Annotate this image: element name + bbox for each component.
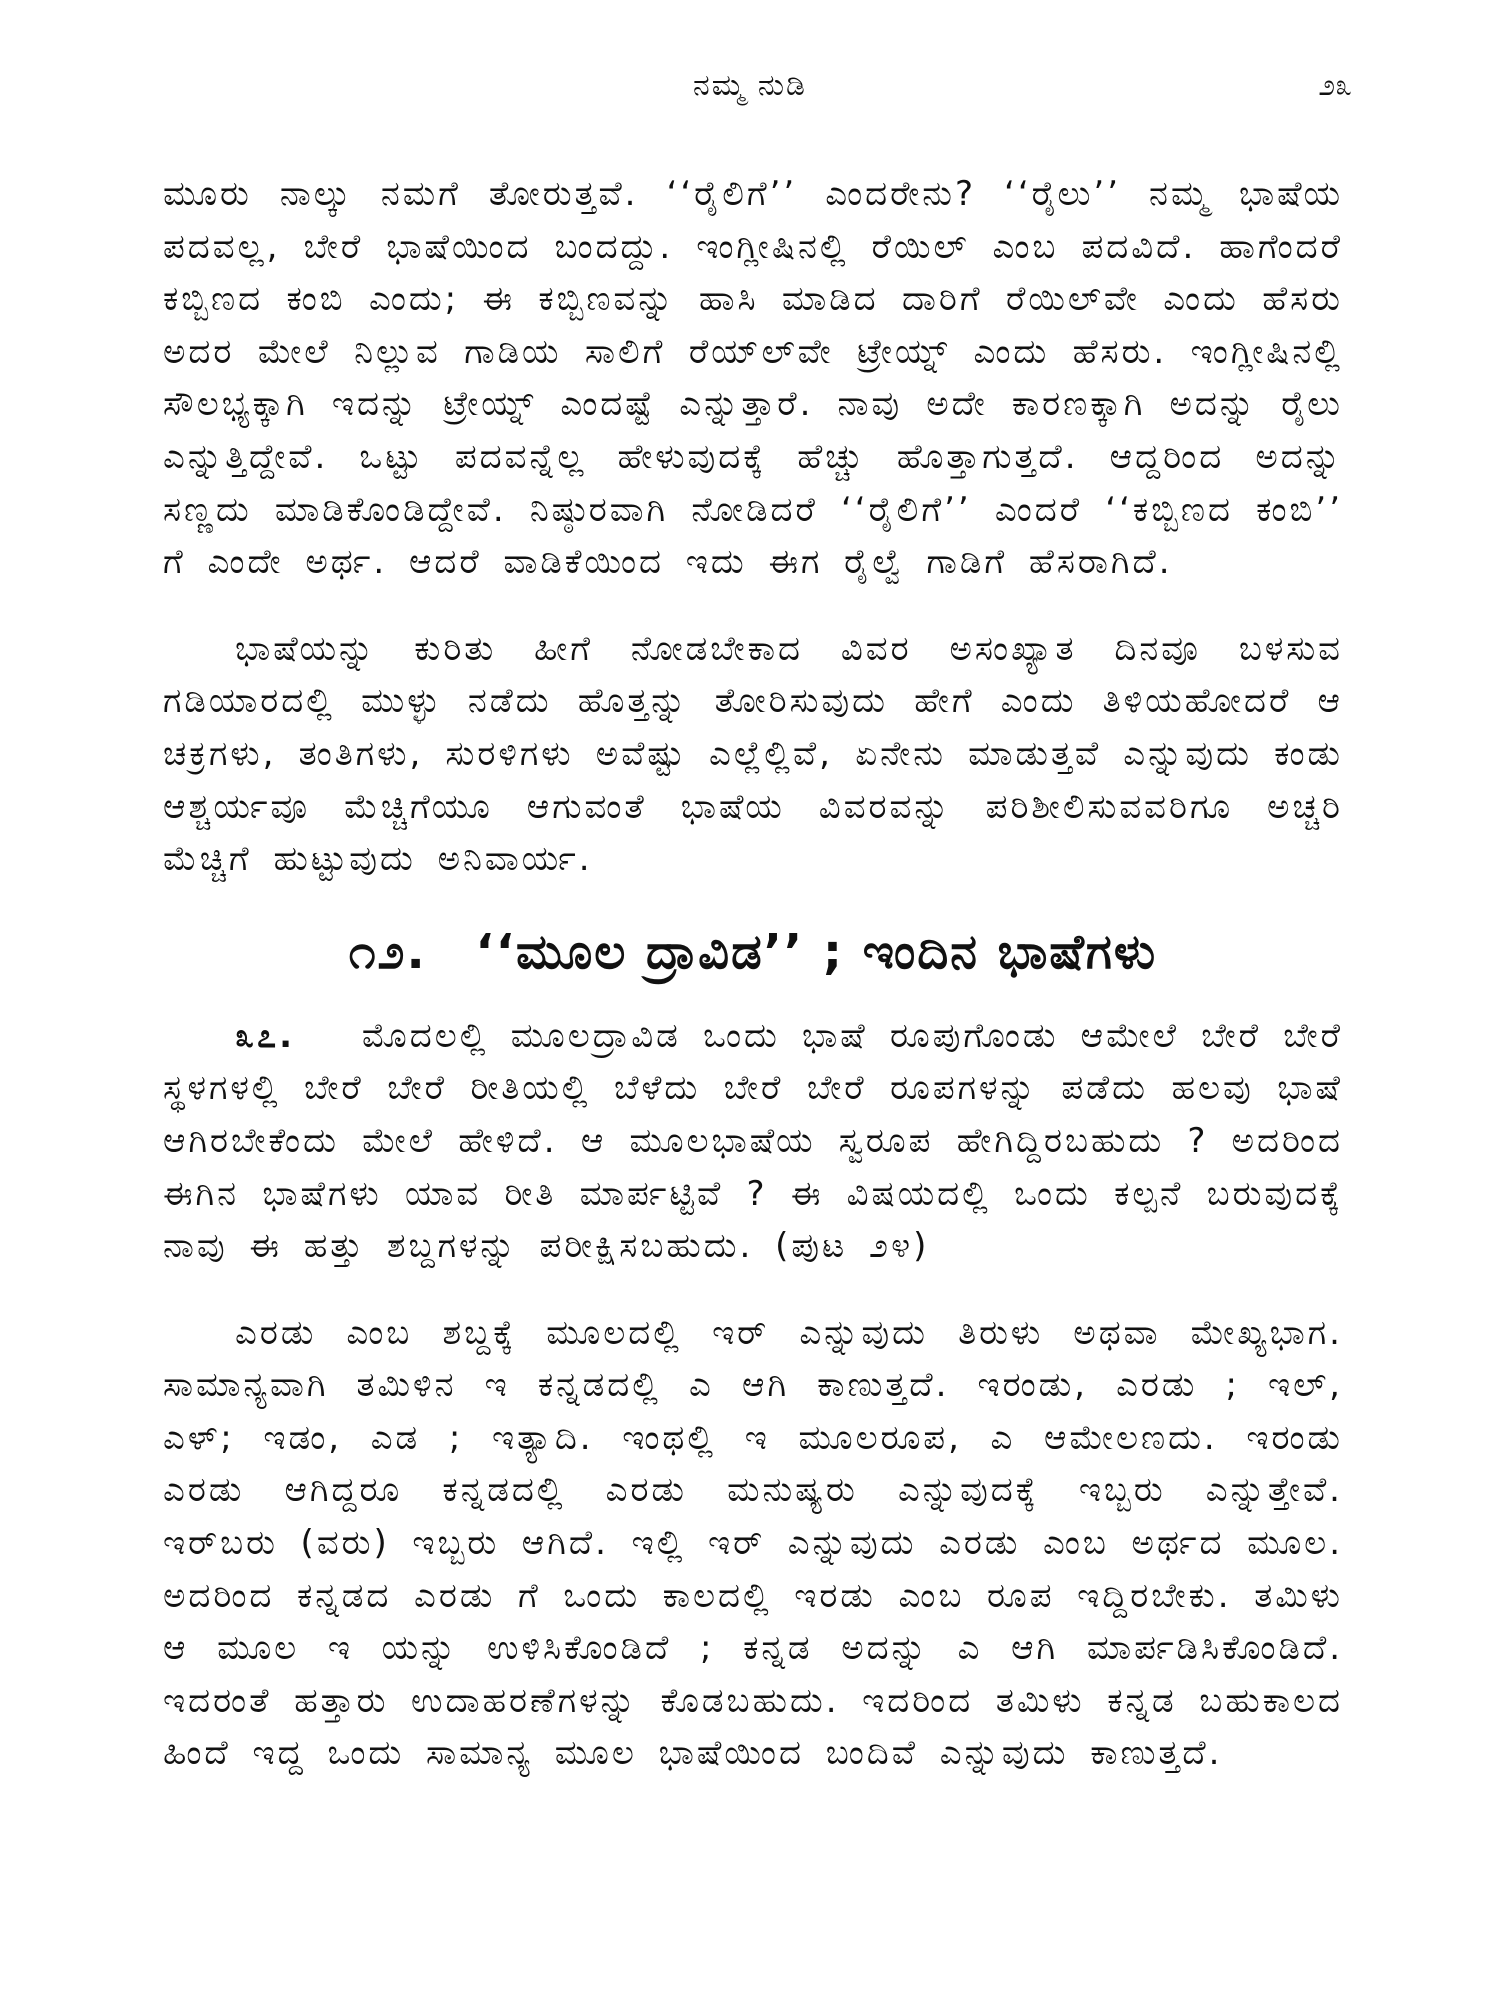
- section-title: ‘‘ಮೂಲ ದ್ರಾವಿಡ’’ ; ಇಂದಿನ ಭಾಷೆಗಳು: [475, 923, 1158, 980]
- section-number: ೧೨.: [348, 923, 427, 980]
- section-heading: [163, 920, 1343, 984]
- paragraph-1: ಮೂರು ನಾಲ್ಕು ನಮಗೆ ತೋರುತ್ತವೆ. ‘‘ರೈಲಿಗೆ’’ ಎಂದರೇನು? ‘‘ರೈಲು’’ ನಮ್ಮ ಭಾಷೆಯ ಪದವಲ್ಲ, ಬೇರೆ ಭಾಷೆಯಿಂದ ಬಂದದ್ದು. ಇಂಗ್ಲೀಷಿನಲ್ಲಿ ರೆಯಿಲ್ ಎಂಬ ಪದವಿದೆ. ಹಾಗೆಂದರೆ ಕಬ್ಬಿಣದ ಕಂಬಿ ಎಂದು; ಈ ಕಬ್ಬಿಣವನ್ನು ಹಾಸಿ ಮಾಡಿದ ದಾರಿಗೆ ರೆಯಿಲ್‌ವೇ ಎಂದು ಹೆಸರು ಅದರ ಮೇಲೆ ನಿಲ್ಲುವ ಗಾಡಿಯ ಸಾಲಿಗೆ ರೆಯ್‌ಲ್‌ವೇ ಟ್ರೇಯ್ನ್ ಎಂದು ಹೆಸರು. ಇಂಗ್ಲೀಷಿನಲ್ಲಿ ಸೌಲಭ್ಯಕ್ಕಾಗಿ ಇದನ್ನು ಟ್ರೇಯ್ನ್ ಎಂದಷ್ಟೆ ಎನ್ನುತ್ತಾರೆ. ನಾವು ಅದೇ ಕಾರಣಕ್ಕಾಗಿ ಅದನ್ನು ರೈಲು ಎನ್ನುತ್ತಿದ್ದೇವೆ. ಒಟ್ಟು ಪದವನ್ನೆಲ್ಲ ಹೇಳುವುದಕ್ಕೆ ಹೆಚ್ಚು ಹೊತ್ತಾಗುತ್ತದೆ. ಆದ್ದರಿಂದ ಅದನ್ನು ಸಣ್ಣದು ಮಾಡಿಕೊಂಡಿದ್ದೇವೆ. ನಿಷ್ಠುರವಾಗಿ ನೋಡಿದರೆ ‘‘ರೈಲಿಗೆ’’ ಎಂದರೆ ‘‘ಕಬ್ಬಿಣದ ಕಂಬಿ’’ ಗೆ ಎಂದೇ ಅರ್ಥ. ಆದರೆ ವಾಡಿಕೆಯಿಂದ ಇದು ಈಗ ರೈಲ್ವೆ ಗಾಡಿಗೆ ಹೆಸರಾಗಿದೆ.: [163, 174, 1343, 583]
- running-head: [0, 68, 1500, 108]
- paragraph-3: [163, 1010, 1343, 1273]
- page-number: ೨೩: [1318, 68, 1352, 103]
- body-text: [163, 168, 1343, 1780]
- paragraph-4: ಎರಡು ಎಂಬ ಶಬ್ದಕ್ಕೆ ಮೂಲದಲ್ಲಿ ಇರ್ ಎನ್ನುವುದು ತಿರುಳು ಅಥವಾ ಮೇಖ್ಯಭಾಗ. ಸಾಮಾನ್ಯವಾಗಿ ತಮಿಳಿನ ಇ ಕನ್ನಡದಲ್ಲಿ ಎ ಆಗಿ ಕಾಣುತ್ತದೆ. ಇರಂಡು, ಎರಡು ; ಇಲ್, ಎಳ್; ಇಡಂ, ಎಡ ; ಇತ್ಯಾದಿ. ಇಂಥಲ್ಲಿ ಇ ಮೂಲರೂಪ, ಎ ಆಮೇಲಣದು. ಇರಂಡು ಎರಡು ಆಗಿದ್ದರೂ ಕನ್ನಡದಲ್ಲಿ ಎರಡು ಮನುಷ್ಯರು ಎನ್ನುವುದಕ್ಕೆ ಇಬ್ಬರು ಎನ್ನುತ್ತೇವೆ. ಇರ್‌ಬರು (ವರು) ಇಬ್ಬರು ಆಗಿದೆ. ಇಲ್ಲಿ ಇರ್ ಎನ್ನುವುದು ಎರಡು ಎಂಬ ಅರ್ಥದ ಮೂಲ. ಅದರಿಂದ ಕನ್ನಡದ ಎರಡು ಗೆ ಒಂದು ಕಾಲದಲ್ಲಿ ಇರಡು ಎಂಬ ರೂಪ ಇದ್ದಿರಬೇಕು. ತಮಿಳು ಆ ಮೂಲ ಇ ಯನ್ನು ಉಳಿಸಿಕೊಂಡಿದೆ ; ಕನ್ನಡ ಅದನ್ನು ಎ ಆಗಿ ಮಾರ್ಪಡಿಸಿಕೊಂಡಿದೆ. ಇದರಂತೆ ಹತ್ತಾರು ಉದಾಹರಣೆಗಳನ್ನು ಕೊಡಬಹುದು. ಇದರಿಂದ ತಮಿಳು ಕನ್ನಡ ಬಹುಕಾಲದ ಹಿಂದೆ ಇದ್ದ ಒಂದು ಸಾಮಾನ್ಯ ಮೂಲ ಭಾಷೆಯಿಂದ ಬಂದಿವೆ ಎನ್ನುವುದು ಕಾಣುತ್ತದೆ.: [163, 1312, 1343, 1774]
- paragraph-3-text: ಮೊದಲಲ್ಲಿ ಮೂಲದ್ರಾವಿಡ ಒಂದು ಭಾಷೆ ರೂಪುಗೊಂಡು ಆಮೇಲೆ ಬೇರೆ ಬೇರೆ ಸ್ಥಳಗಳಲ್ಲಿ ಬೇರೆ ಬೇರೆ ರೀತಿಯಲ್ಲಿ ಬೆಳೆದು ಬೇರೆ ಬೇರೆ ರೂಪಗಳನ್ನು ಪಡೆದು ಹಲವು ಭಾಷೆ ಆಗಿರಬೇಕೆಂದು ಮೇಲೆ ಹೇಳಿದೆ. ಆ ಮೂಲಭಾಷೆಯ ಸ್ವರೂಪ ಹೇಗಿದ್ದಿರಬಹುದು ? ಅದರಿಂದ ಈಗಿನ ಭಾಷೆಗಳು ಯಾವ ರೀತಿ ಮಾರ್ಪಟ್ಟಿವೆ ? ಈ ವಿಷಯದಲ್ಲಿ ಒಂದು ಕಲ್ಪನೆ ಬರುವುದಕ್ಕೆ ನಾವು ಈ ಹತ್ತು ಶಬ್ದಗಳನ್ನು ಪರೀಕ್ಷಿಸಬಹುದು. (ಪುಟ ೨೪): [163, 1015, 1343, 1267]
- paragraph-3-number: ೩೭.: [235, 1015, 295, 1056]
- paragraph-2: ಭಾಷೆಯನ್ನು ಕುರಿತು ಹೀಗೆ ನೋಡಬೇಕಾದ ವಿವರ ಅಸಂಖ್ಯಾತ ದಿನವೂ ಬಳಸುವ ಗಡಿಯಾರದಲ್ಲಿ ಮುಳ್ಳು ನಡೆದು ಹೊತ್ತನ್ನು ತೋರಿಸುವುದು ಹೇಗೆ ಎಂದು ತಿಳಿಯಹೋದರೆ ಆ ಚಕ್ರಗಳು, ತಂತಿಗಳು, ಸುರಳಿಗಳು ಅವೆಷ್ಟು ಎಲ್ಲೆಲ್ಲಿವೆ, ಏನೇನು ಮಾಡುತ್ತವೆ ಎನ್ನುವುದು ಕಂಡು ಆಶ್ಚರ್ಯವೂ ಮೆಚ್ಚಿಗೆಯೂ ಆಗುವಂತೆ ಭಾಷೆಯ ವಿವರವನ್ನು ಪರಿಶೀಲಿಸುವವರಿಗೂ ಅಚ್ಚರಿ ಮೆಚ್ಚಿಗೆ ಹುಟ್ಟುವುದು ಅನಿವಾರ್ಯ.: [163, 628, 1343, 880]
- running-title: ನಮ್ಮ ನುಡಿ: [693, 68, 807, 103]
